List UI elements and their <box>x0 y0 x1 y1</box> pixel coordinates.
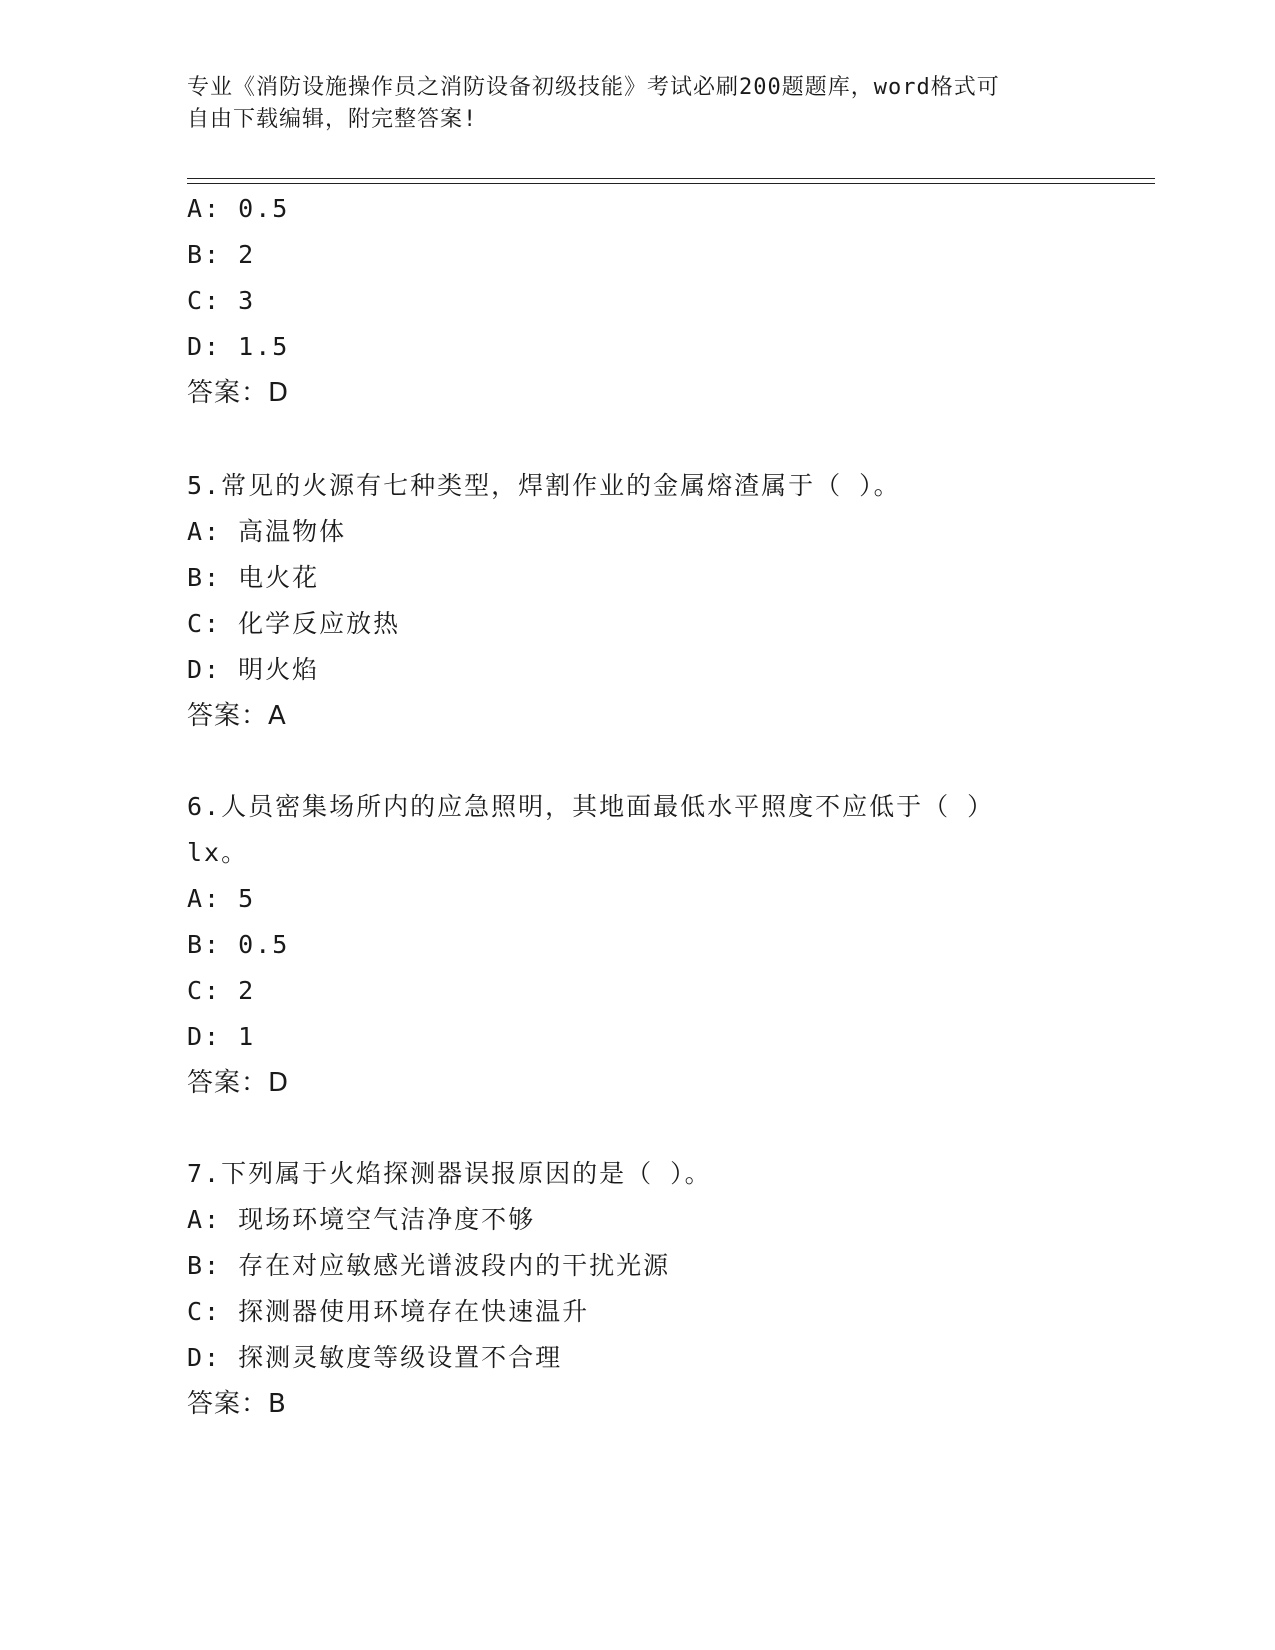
header-line-2: 自由下载编辑，附完整答案! <box>187 107 478 132</box>
header-line-1: 专业《消防设施操作员之消防设备初级技能》考试必刷200题题库，word格式可 <box>187 75 1000 100</box>
question-stem: 6.人员密集场所内的应急照明，其地面最低水平照度不应低于（ ） <box>187 792 995 821</box>
question-5 <box>187 463 1087 739</box>
question-7 <box>187 1151 1087 1427</box>
option-d: D: 1.5 <box>187 332 290 361</box>
option-a: A: 5 <box>187 884 256 913</box>
option-c: C: 3 <box>187 286 256 315</box>
option-d: D: 1 <box>187 1022 256 1051</box>
question-stem-cont: lx。 <box>187 838 249 867</box>
option-b: B: 电火花 <box>187 563 320 592</box>
answer-line: 答案：B <box>187 1389 287 1419</box>
question-6 <box>187 784 1087 1106</box>
answer-line: 答案：D <box>187 1068 290 1098</box>
option-d: D: 探测灵敏度等级设置不合理 <box>187 1343 563 1372</box>
question-stem: 7.下列属于火焰探测器误报原因的是（ ）。 <box>187 1159 712 1188</box>
option-b: B: 2 <box>187 240 256 269</box>
option-b: B: 0.5 <box>187 930 290 959</box>
header-divider-top <box>187 178 1155 179</box>
answer-line: 答案：D <box>187 378 290 408</box>
option-c: C: 化学反应放热 <box>187 609 401 638</box>
question-4-tail <box>187 186 1087 416</box>
header-divider-bottom <box>187 183 1155 184</box>
option-b: B: 存在对应敏感光谱波段内的干扰光源 <box>187 1251 671 1280</box>
option-d: D: 明火焰 <box>187 655 320 684</box>
option-c: C: 探测器使用环境存在快速温升 <box>187 1297 590 1326</box>
question-stem: 5.常见的火源有七种类型，焊割作业的金属熔渣属于（ ）。 <box>187 471 901 500</box>
option-a: A: 现场环境空气洁净度不够 <box>187 1205 536 1234</box>
option-c: C: 2 <box>187 976 256 1005</box>
document-header <box>187 72 1087 136</box>
option-a: A: 0.5 <box>187 194 290 223</box>
option-a: A: 高温物体 <box>187 517 347 546</box>
answer-line: 答案：A <box>187 701 287 731</box>
